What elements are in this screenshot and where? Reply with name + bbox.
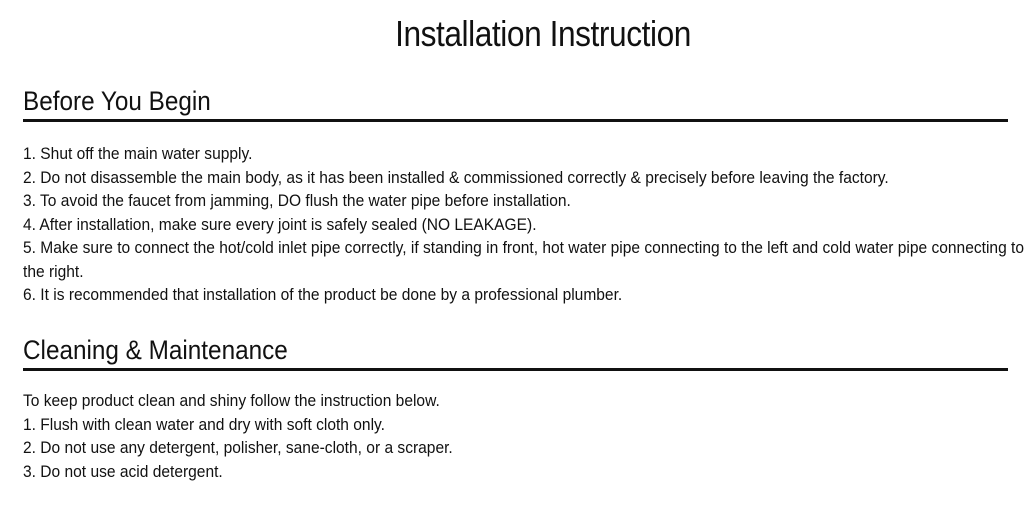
cleaning-intro: To keep product clean and shiny follow the instruction below. xyxy=(23,391,440,410)
section-heading-before-you-begin: Before You Begin xyxy=(23,86,211,116)
section-heading-cleaning-maintenance: Cleaning & Maintenance xyxy=(23,335,288,365)
list-item: 4. After installation, make sure every joint is safely sealed (NO LEAKAGE). xyxy=(23,214,537,234)
list-item: 1. Shut off the main water supply. xyxy=(23,144,253,163)
section-divider xyxy=(23,368,1008,371)
cleaning-maintenance-list xyxy=(23,389,1023,483)
list-item: 2. Do not use any detergent, polisher, sane-cloth, or a scraper. xyxy=(23,438,453,457)
list-item: 5. Make sure to connect the hot/cold inlet pipe correctly, if standing in front, hot water pipe connecting to the left and cold water pipe connecting to the right. xyxy=(23,238,1024,281)
list-item: 3. Do not use acid detergent. xyxy=(23,461,223,481)
list-item: 1. Flush with clean water and dry with soft cloth only. xyxy=(23,414,385,434)
list-item: 6. It is recommended that installation of the product be done by a professional plumber. xyxy=(23,285,623,304)
list-item: 2. Do not disassemble the main body, as it has been installed & commissioned correctly & precisely before leaving the factory. xyxy=(23,167,889,187)
section-divider xyxy=(23,119,1008,122)
list-item: 3. To avoid the faucet from jamming, DO flush the water pipe before installation. xyxy=(23,191,571,210)
page-title: Installation Instruction xyxy=(395,13,691,54)
before-you-begin-list xyxy=(23,142,1023,307)
